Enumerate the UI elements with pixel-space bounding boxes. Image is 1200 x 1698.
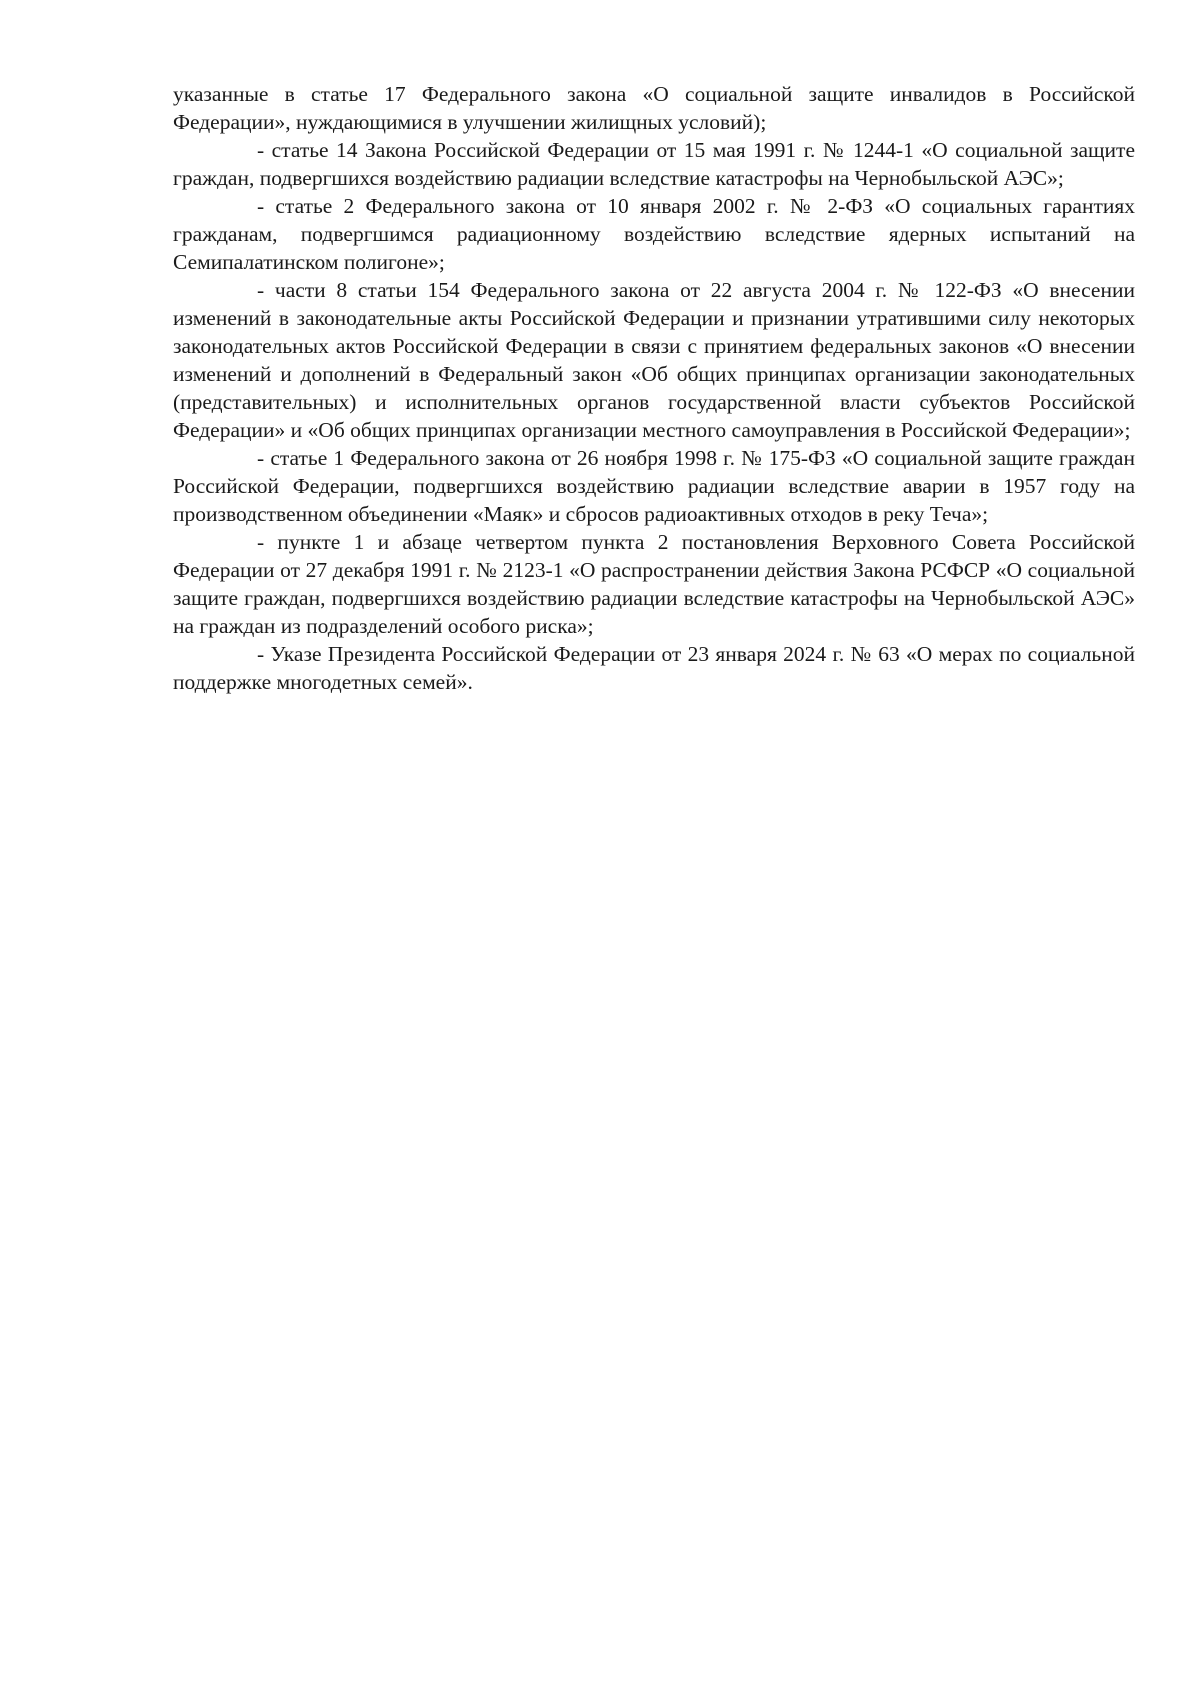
document-body	[173, 80, 1135, 696]
paragraph-list-item-1: - статье 14 Закона Российской Федерации от 15 мая 1991 г. № 1244-1 «О социальной защите граждан, подвергшихся воздействию радиации вследствие катастрофы на Чернобыльской АЭС»;	[173, 138, 1135, 190]
paragraph-list-item-5: - пункте 1 и абзаце четвертом пункта 2 постановления Верховного Совета Российской Федерации от 27 декабря 1991 г. № 2123-1 «О распространении действия Закона РСФСР «О социальной защите граждан, подвергшихся воздействию радиации вследствие катастрофы на Чернобыльской АЭС» на граждан из подразделений особого риска»;	[173, 530, 1135, 638]
paragraph-list-item-3: - части 8 статьи 154 Федерального закона от 22 августа 2004 г. № 122-ФЗ «О внесении изменений в законодательные акты Российской Федерации и признании утратившими силу некоторых законодательных актов Российской Федерации в связи с принятием федеральных законов «О внесении изменений и дополнений в Федеральный закон «Об общих принципах организации законодательных (представительных) и исполнительных органов государственной власти субъектов Российской Федерации» и «Об общих принципах организации местного самоуправления в Российской Федерации»;	[173, 278, 1135, 442]
paragraph-list-item-6: - Указе Президента Российской Федерации от 23 января 2024 г. № 63 «О мерах по социальной поддержке многодетных семей».	[173, 642, 1135, 694]
paragraph-list-item-2: - статье 2 Федерального закона от 10 января 2002 г. № 2-ФЗ «О социальных гарантиях гражданам, подвергшимся радиационному воздействию вследствие ядерных испытаний на Семипалатинском полигоне»;	[173, 194, 1135, 274]
paragraph-list-item-4: - статье 1 Федерального закона от 26 ноября 1998 г. № 175-ФЗ «О социальной защите граждан Российской Федерации, подвергшихся воздействию радиации вследствие аварии в 1957 году на производственном объединении «Маяк» и сбросов радиоактивных отходов в реку Теча»;	[173, 446, 1135, 526]
paragraph-continuation: указанные в статье 17 Федерального закона «О социальной защите инвалидов в Российской Федерации», нуждающимися в улучшении жилищных условий);	[173, 82, 1135, 134]
